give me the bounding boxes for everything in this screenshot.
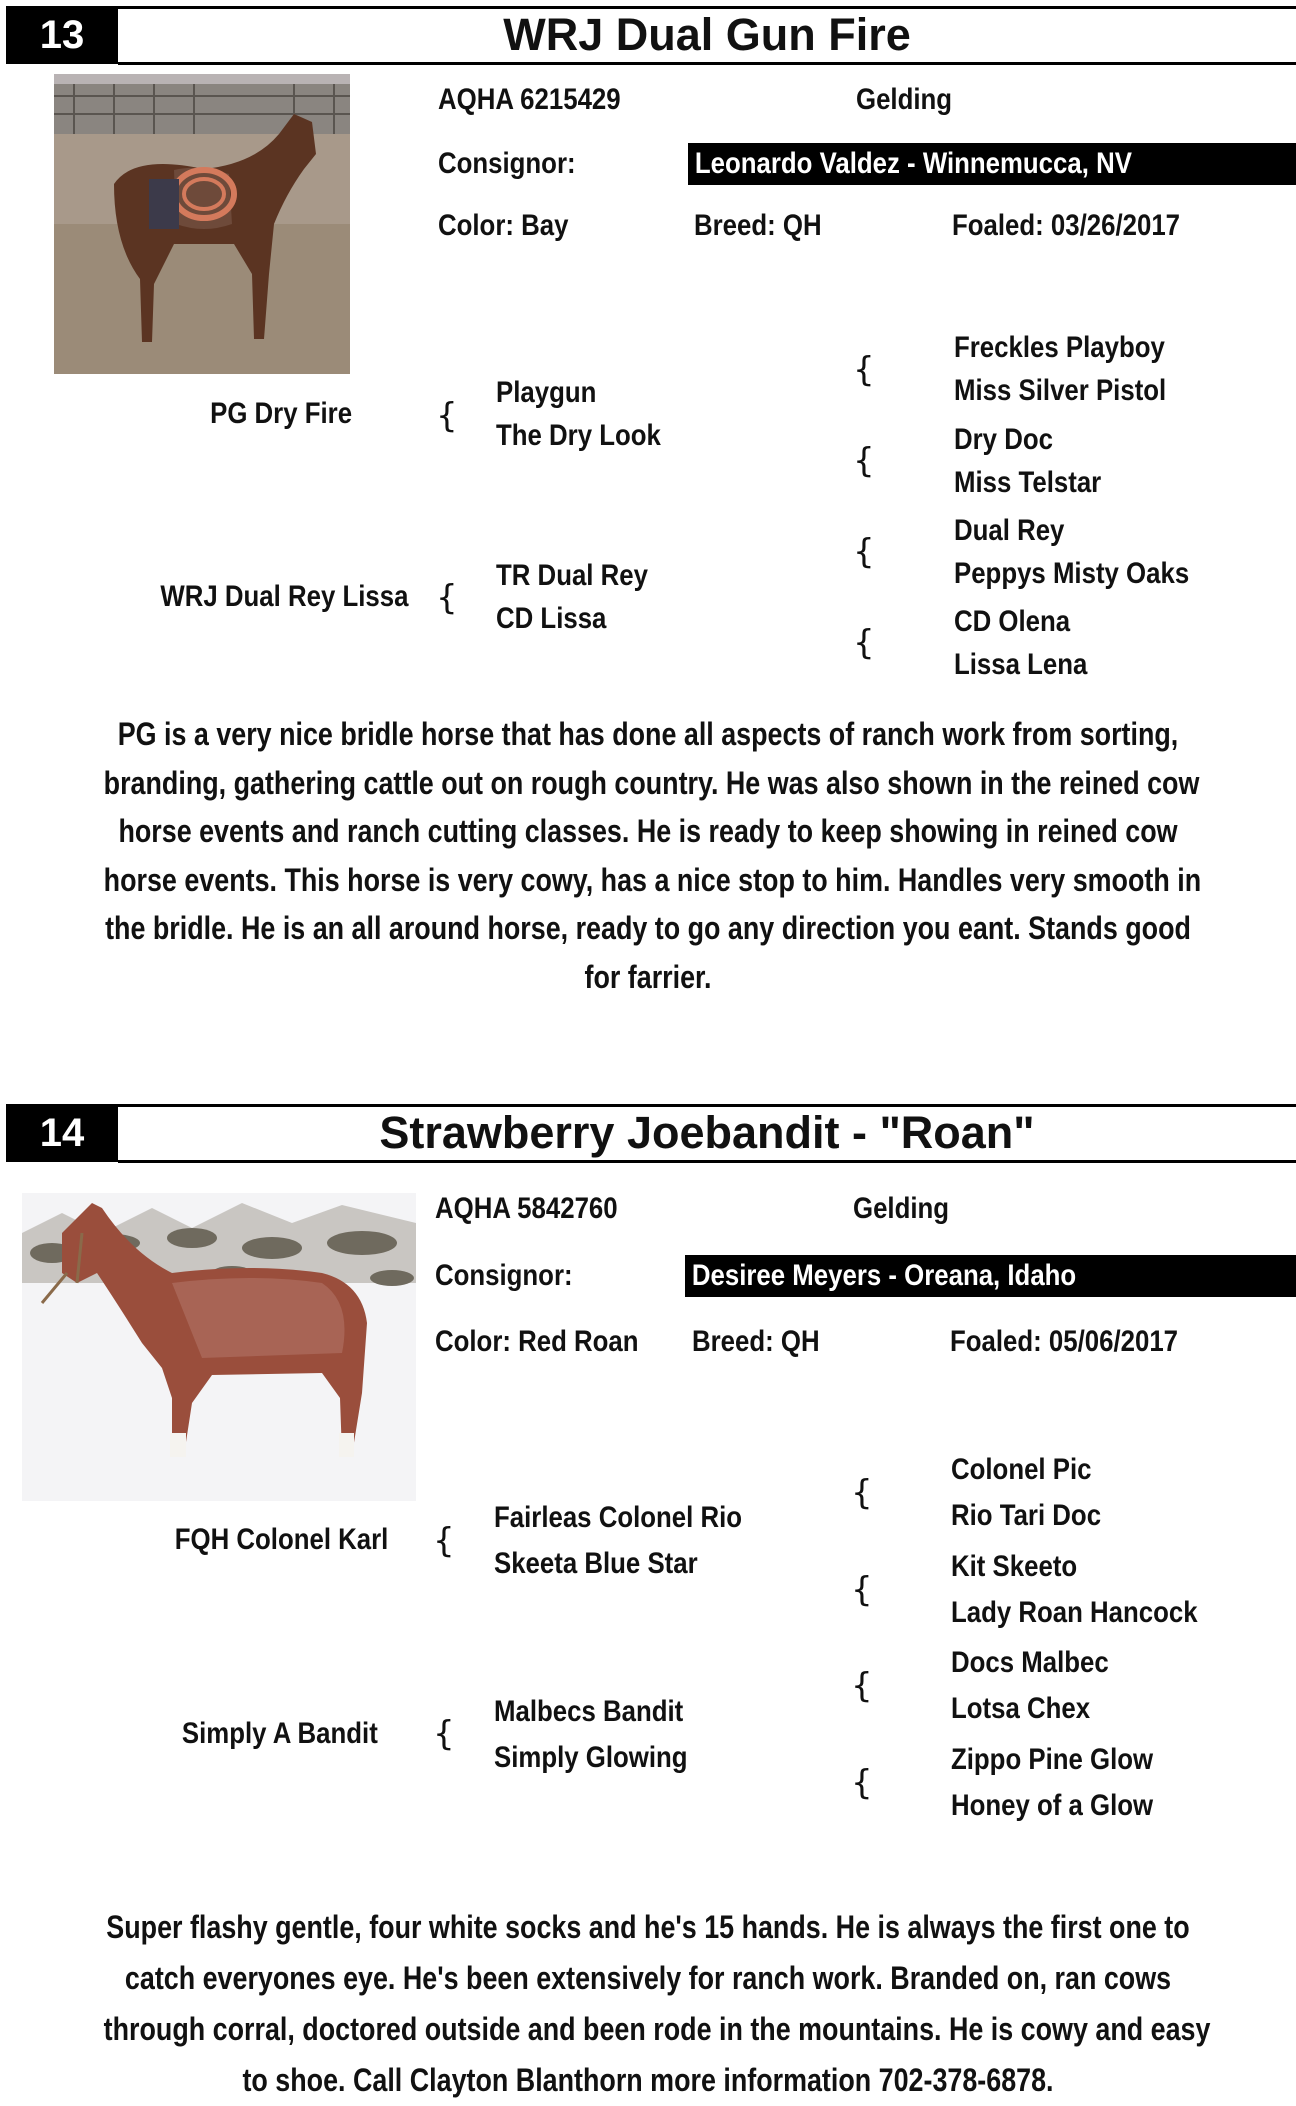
consignor-value: Leonardo Valdez - Winnemucca, NV (694, 147, 1132, 180)
description (0, 1902, 1296, 2106)
sire: FQH Colonel Karl (174, 1523, 388, 1556)
dam-sire: TR Dual Rey (496, 559, 648, 592)
gen3-name: Lady Roan Hancock (951, 1596, 1198, 1629)
description-line: Super flashy gentle, four white socks and he's 15 hands. He is always the first one to (106, 1909, 1190, 1945)
description-line: to shoe. Call Clayton Blanthorn more information 702-378-6878. (242, 2062, 1054, 2098)
brace-icon: { (853, 441, 875, 481)
gen3-name: Docs Malbec (951, 1646, 1109, 1679)
registration: AQHA 6215429 (438, 83, 621, 116)
color: Color: Red Roan (435, 1325, 639, 1358)
horse-photo (22, 1193, 416, 1501)
description-line: horse events and ranch cutting classes. He is ready to keep showing in reined cow (118, 813, 1178, 849)
gen3-name: Peppys Misty Oaks (954, 557, 1190, 590)
brace-icon: { (853, 623, 875, 663)
gen3-name: Miss Silver Pistol (954, 374, 1167, 407)
dam: WRJ Dual Rey Lissa (159, 580, 408, 613)
consignor-bar (685, 1255, 1296, 1297)
description (0, 710, 1296, 1001)
gen3-name: Lissa Lena (954, 648, 1088, 681)
brace-icon: { (851, 1473, 873, 1513)
brace-icon: { (853, 350, 875, 390)
brace-icon: { (853, 532, 875, 572)
brace-icon: { (436, 396, 458, 436)
sire-dam: The Dry Look (496, 419, 661, 452)
header-rule (118, 1160, 1296, 1163)
brace-icon: { (851, 1763, 873, 1803)
lot-header (6, 6, 1296, 64)
foaled: Foaled: 05/06/2017 (950, 1325, 1179, 1358)
gen3-name: Dual Rey (954, 514, 1065, 547)
gen3-name: Honey of a Glow (951, 1789, 1154, 1822)
dam-sire: Malbecs Bandit (494, 1695, 684, 1728)
description-line: through corral, doctored outside and been rode in the mountains. He is cowy and easy (103, 2011, 1211, 2047)
foaled: Foaled: 03/26/2017 (952, 209, 1181, 242)
lot-number: 14 (6, 1104, 118, 1162)
consignor-value: Desiree Meyers - Oreana, Idaho (691, 1259, 1077, 1292)
brace-icon: { (433, 1714, 455, 1754)
brace-icon: { (851, 1666, 873, 1706)
gen3-name: Miss Telstar (954, 466, 1102, 499)
sire-dam: Skeeta Blue Star (494, 1547, 698, 1580)
dam-dam: CD Lissa (496, 602, 607, 635)
gen3-name: Zippo Pine Glow (951, 1743, 1154, 1776)
brace-icon: { (433, 1521, 455, 1561)
brace-icon: { (851, 1570, 873, 1610)
registration: AQHA 5842760 (435, 1192, 618, 1225)
sire-sire: Playgun (496, 376, 597, 409)
gen3-name: Kit Skeeto (951, 1550, 1078, 1583)
consignor-label: Consignor: (435, 1259, 573, 1292)
sire: PG Dry Fire (210, 397, 352, 430)
dam: Simply A Bandit (182, 1717, 378, 1750)
description-line: horse events. This horse is very cowy, has a nice stop to him. Handles very smooth in (103, 861, 1202, 898)
breed: Breed: QH (694, 209, 822, 242)
lot-header (6, 1104, 1296, 1162)
breed: Breed: QH (692, 1325, 820, 1358)
gen3-name: Freckles Playboy (954, 331, 1165, 364)
description-line: for farrier. (584, 958, 712, 995)
brace-icon: { (436, 578, 458, 618)
description-line: the bridle. He is an all around horse, ready to go any direction you eant. Stands good (105, 910, 1191, 946)
gen3-name: Colonel Pic (951, 1453, 1092, 1486)
sire-sire: Fairleas Colonel Rio (494, 1501, 743, 1534)
consignor-bar (688, 143, 1296, 185)
gen3-name: Dry Doc (954, 423, 1053, 456)
horse-name: WRJ Dual Gun Fire (503, 9, 911, 60)
lot-number: 13 (6, 6, 118, 64)
description-line: catch everyones eye. He's been extensively for ranch work. Branded on, ran cows (124, 1960, 1172, 1996)
consignor-label: Consignor: (438, 147, 576, 180)
gen3-name: Rio Tari Doc (951, 1499, 1102, 1532)
gen3-name: CD Olena (954, 605, 1071, 638)
dam-dam: Simply Glowing (494, 1741, 688, 1774)
horse-photo (54, 74, 350, 374)
horse-name: Strawberry Joebandit - "Roan" (379, 1107, 1035, 1158)
gen3-name: Lotsa Chex (951, 1692, 1091, 1725)
description-line: PG is a very nice bridle horse that has done all aspects of ranch work from sorting, (117, 716, 1179, 752)
header-rule (118, 62, 1296, 65)
sex: Gelding (856, 83, 953, 116)
color: Color: Bay (438, 209, 569, 242)
sex: Gelding (853, 1192, 950, 1225)
description-line: branding, gathering cattle out on rough country. He was also shown in the reined cow (103, 764, 1200, 801)
